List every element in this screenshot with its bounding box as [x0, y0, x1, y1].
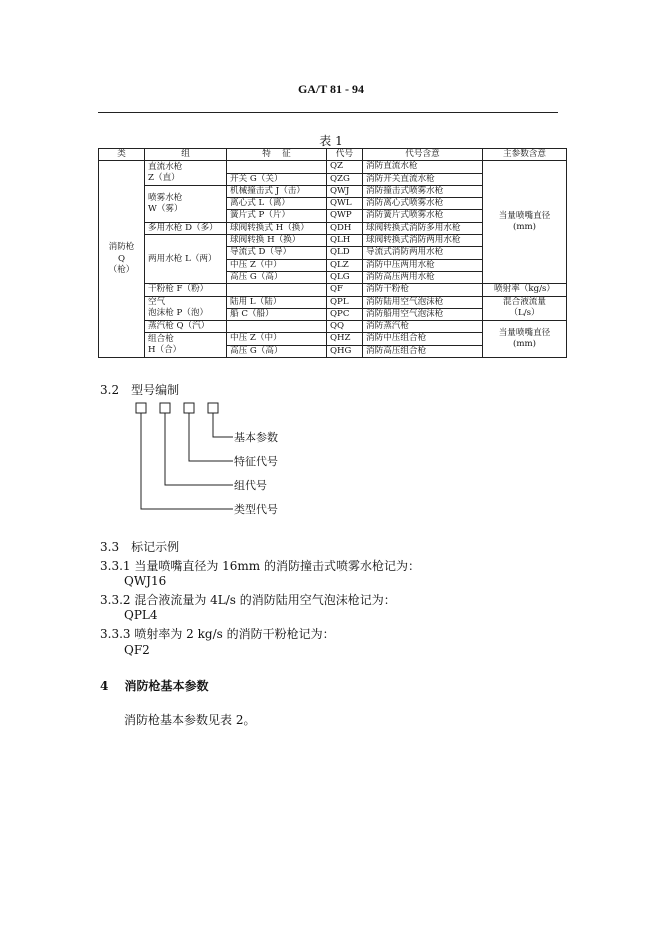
meaning-cell: 消防船用空气泡沫枪 [363, 308, 483, 320]
classification-table [98, 148, 567, 358]
table-row [99, 321, 567, 333]
code-cell: QWL [327, 198, 363, 210]
model-code-diagram [120, 398, 320, 520]
feature-cell: 离心式 L（离） [227, 198, 327, 210]
header-code: 代号 [327, 149, 363, 161]
section-number: 4 [100, 679, 109, 693]
group-cell: 直流水枪 Z（直） [145, 161, 227, 186]
example-2: 3.3.2 混合液流量为 4L/s 的消防陆用空气泡沫枪记为： [100, 593, 396, 607]
meaning-cell: 导流式消防两用水枪 [363, 247, 483, 259]
meaning-cell: 消防撞击式喷雾水枪 [363, 185, 483, 197]
meaning-cell: 消防直流水枪 [363, 161, 483, 173]
code-cell: QLZ [327, 259, 363, 271]
leader-param [213, 413, 233, 437]
label-type-code: 类型代号 [234, 503, 278, 516]
meaning-cell: 消防开关直流水枪 [363, 173, 483, 185]
table-header-row [99, 149, 567, 161]
code-cell: QPC [327, 308, 363, 320]
header-group: 组 [145, 149, 227, 161]
meaning-cell: 消防中压组合枪 [363, 333, 483, 345]
header-code-meaning: 代号含意 [363, 149, 483, 161]
feature-cell: 球阀转换式 H（换） [227, 222, 327, 234]
leader-group [165, 413, 233, 485]
code-box-feature [184, 403, 194, 413]
label-feature-code: 特征代号 [234, 455, 278, 468]
meaning-cell: 消防高压两用水枪 [363, 271, 483, 283]
section-4-heading [100, 677, 209, 694]
group-cell: 两用水枪 L（两） [145, 235, 227, 284]
header-class: 类 [99, 149, 145, 161]
section-3-3-heading: 3.3 标记示例 [100, 540, 180, 554]
meaning-cell: 消防离心式喷雾水枪 [363, 198, 483, 210]
code-cell: QWJ [327, 185, 363, 197]
group-cell: 喷雾水枪 W（雾） [145, 185, 227, 222]
header-param-meaning: 主参数含意 [483, 149, 567, 161]
code-cell: QZG [327, 173, 363, 185]
header-rule [98, 112, 558, 113]
meaning-cell: 消防高压组合枪 [363, 345, 483, 357]
table-row [99, 161, 567, 173]
code-box-type [136, 403, 146, 413]
feature-cell: 导流式 D（导） [227, 247, 327, 259]
section-number: 3.2 [100, 383, 120, 397]
feature-cell [227, 284, 327, 296]
label-basic-param: 基本参数 [234, 431, 278, 444]
group-cell: 空气 泡沫枪 P（泡） [145, 296, 227, 321]
param-cell: 喷射率（kg/s） [483, 284, 567, 296]
code-cell: QLD [327, 247, 363, 259]
feature-cell [227, 321, 327, 333]
table-caption: 表 1 [319, 134, 343, 148]
header-feature: 特 征 [227, 149, 327, 161]
code-cell: QLG [327, 271, 363, 283]
param-cell: 当量喷嘴直径 (mm) [483, 321, 567, 358]
code-cell: QZ [327, 161, 363, 173]
section-3-2-heading [100, 381, 179, 398]
example-2-code: QPL4 [124, 608, 158, 622]
document-code: GA/T 81 - 94 [297, 82, 365, 96]
category-cell: 消防枪 Q （枪） [99, 161, 145, 358]
example-1-code: QWJ16 [124, 574, 167, 588]
feature-cell: 高压 G（高） [227, 345, 327, 357]
feature-cell: 船 C（船） [227, 308, 327, 320]
meaning-cell: 消防簧片式喷雾水枪 [363, 210, 483, 222]
group-cell: 多用水枪 D（多） [145, 222, 227, 234]
table-row [99, 296, 567, 308]
example-3-code: QF2 [124, 643, 150, 657]
code-cell: QWP [327, 210, 363, 222]
code-cell: QPL [327, 296, 363, 308]
meaning-cell: 消防干粉枪 [363, 284, 483, 296]
feature-cell: 机械撞击式 J（击） [227, 185, 327, 197]
label-group-code: 组代号 [234, 479, 267, 492]
meaning-cell: 消防蒸汽枪 [363, 321, 483, 333]
param-cell: 混合液流量 （L/s） [483, 296, 567, 321]
example-3: 3.3.3 喷射率为 2 kg/s 的消防干粉枪记为： [100, 627, 335, 641]
code-cell: QLH [327, 235, 363, 247]
section-4-body: 消防枪基本参数见表 2。 [124, 713, 256, 727]
code-cell: QDH [327, 222, 363, 234]
meaning-cell: 球阀转换式消防多用水枪 [363, 222, 483, 234]
feature-cell: 中压 Z（中） [227, 259, 327, 271]
code-cell: QQ [327, 321, 363, 333]
code-cell: QF [327, 284, 363, 296]
feature-cell [227, 161, 327, 173]
feature-cell: 开关 G（关） [227, 173, 327, 185]
param-cell: 当量喷嘴直径 (mm) [483, 161, 567, 284]
group-cell: 组合枪 H（合） [145, 333, 227, 358]
section-title: 消防枪基本参数 [124, 679, 209, 693]
code-box-group [160, 403, 170, 413]
group-cell: 蒸汽枪 Q（汽） [145, 321, 227, 333]
code-cell: QHZ [327, 333, 363, 345]
section-title: 型号编制 [131, 383, 180, 397]
feature-cell: 球阀转换 H（换） [227, 235, 327, 247]
meaning-cell: 消防中压两用水枪 [363, 259, 483, 271]
feature-cell: 中压 Z（中） [227, 333, 327, 345]
meaning-cell: 球阀转换式消防两用水枪 [363, 235, 483, 247]
feature-cell: 高压 G（高） [227, 271, 327, 283]
table-row [99, 284, 567, 296]
code-box-param [208, 403, 218, 413]
code-cell: QHG [327, 345, 363, 357]
feature-cell: 陆用 L（陆） [227, 296, 327, 308]
group-cell: 干粉枪 F（粉） [145, 284, 227, 296]
feature-cell: 簧片式 P（片） [227, 210, 327, 222]
example-1: 3.3.1 当量喷嘴直径为 16mm 的消防撞击式喷雾水枪记为： [100, 559, 421, 573]
meaning-cell: 消防陆用空气泡沫枪 [363, 296, 483, 308]
